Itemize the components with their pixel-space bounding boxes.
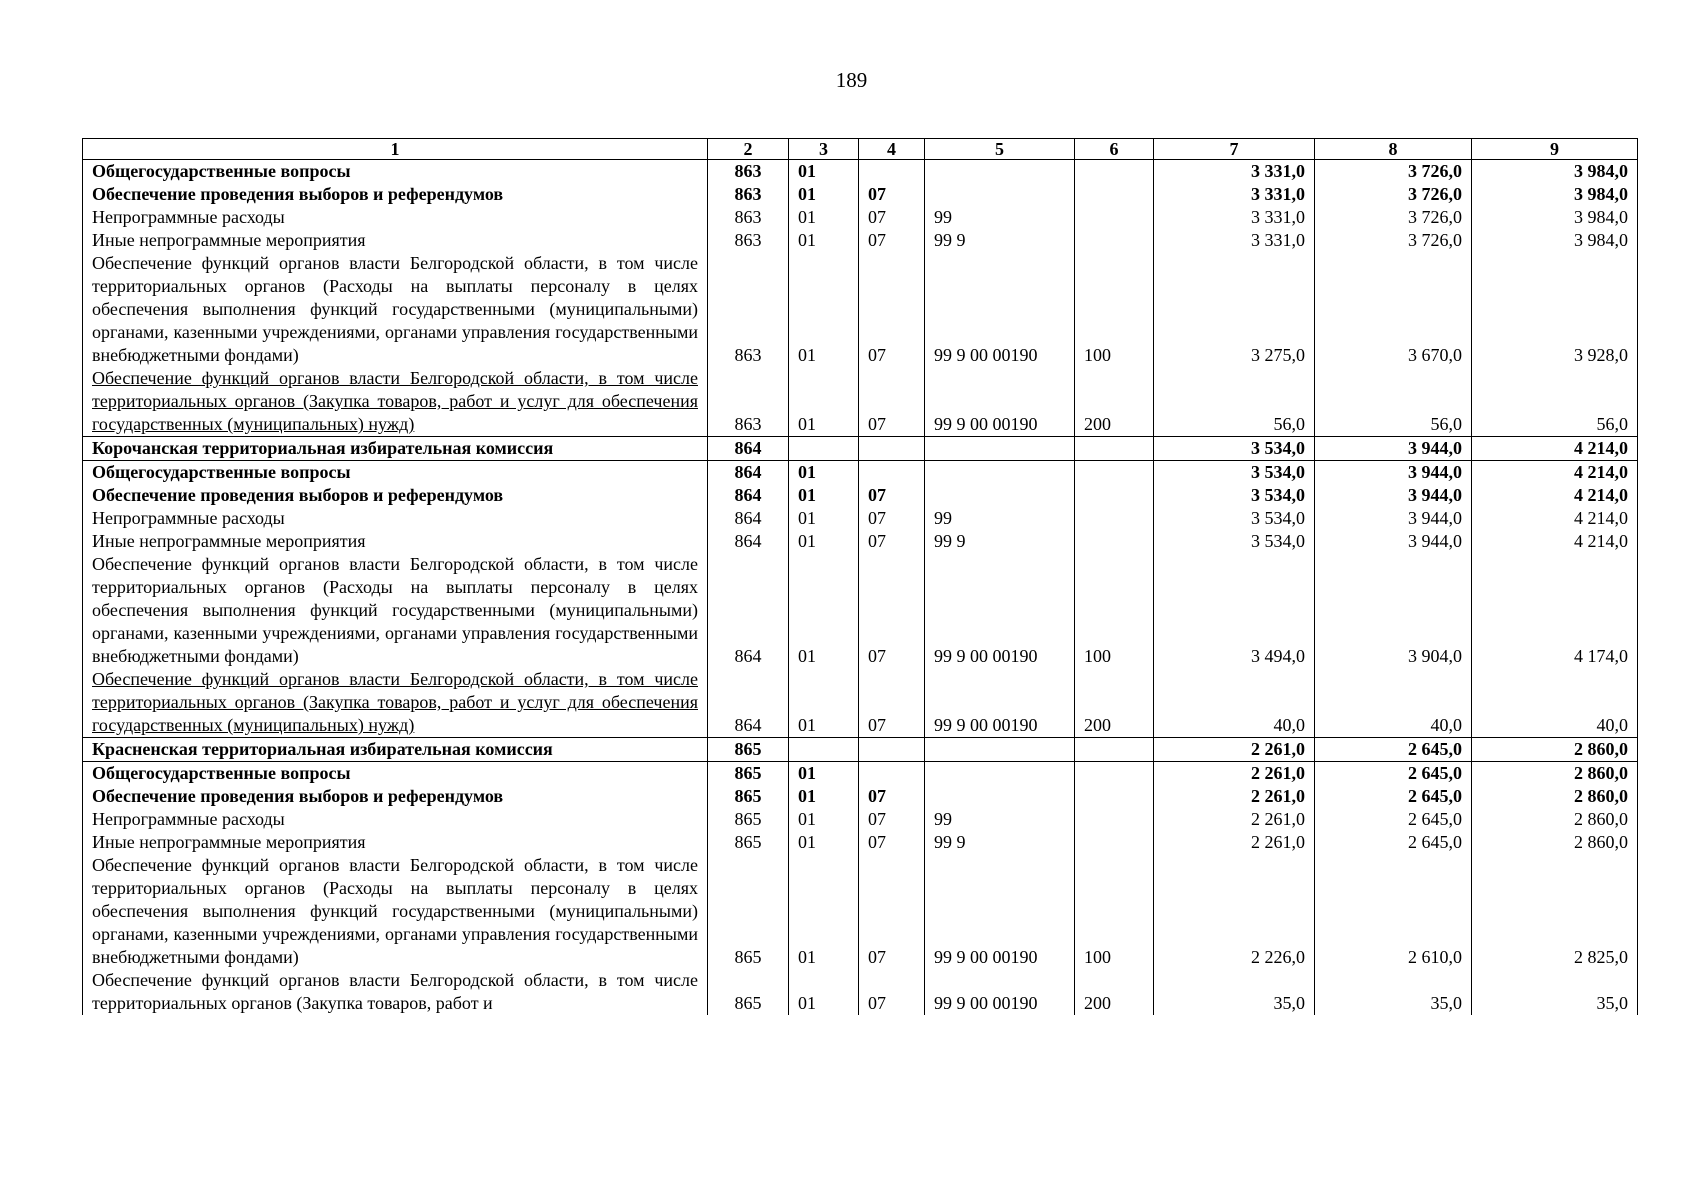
target-article-cell — [925, 785, 1075, 808]
amount-col8-cell: 2 645,0 — [1315, 831, 1472, 854]
target-article-cell — [925, 461, 1075, 485]
row-name-cell: Обеспечение функций органов власти Белгородской области, в том числе территориальных органов (Закупка товаров, работ и услуг для обеспечения государственных (муниципальных) нужд) — [83, 367, 708, 437]
amount-col9-cell: 3 928,0 — [1472, 252, 1638, 367]
target-article-cell: 99 9 00 00190 — [925, 367, 1075, 437]
table-row — [83, 831, 1638, 854]
amount-col8-cell: 3 726,0 — [1315, 160, 1472, 184]
grbs-cell: 864 — [708, 553, 789, 668]
section-code-cell — [789, 738, 859, 762]
amount-col9-cell: 2 860,0 — [1472, 831, 1638, 854]
expense-type-cell: 200 — [1075, 367, 1154, 437]
amount-col8-cell: 2 645,0 — [1315, 785, 1472, 808]
amount-col9-cell: 4 214,0 — [1472, 437, 1638, 461]
row-name-cell: Обеспечение функций органов власти Белгородской области, в том числе территориальных органов (Расходы на выплаты персоналу в целях обеспечения выполнения функций государственными (муниципальными) органами, казенными учреждениями, органами управления государственными внебюджетными фондами) — [83, 252, 708, 367]
section-code-cell: 01 — [789, 530, 859, 553]
target-article-cell: 99 9 00 00190 — [925, 668, 1075, 738]
amount-col8-cell: 3 726,0 — [1315, 229, 1472, 252]
subsection-code-cell: 07 — [859, 507, 925, 530]
row-name-cell: Обеспечение проведения выборов и референдумов — [83, 785, 708, 808]
grbs-cell: 864 — [708, 668, 789, 738]
amount-col8-cell: 35,0 — [1315, 969, 1472, 1015]
target-article-cell: 99 9 — [925, 831, 1075, 854]
amount-col9-cell: 2 825,0 — [1472, 854, 1638, 969]
grbs-cell: 865 — [708, 969, 789, 1015]
amount-col8-cell: 2 610,0 — [1315, 854, 1472, 969]
amount-col7-cell: 3 331,0 — [1154, 206, 1315, 229]
section-code-cell: 01 — [789, 160, 859, 184]
row-name-cell: Общегосударственные вопросы — [83, 160, 708, 184]
grbs-cell: 863 — [708, 252, 789, 367]
target-article-cell — [925, 437, 1075, 461]
amount-col9-cell: 4 174,0 — [1472, 553, 1638, 668]
section-code-cell: 01 — [789, 762, 859, 786]
section-code-cell: 01 — [789, 252, 859, 367]
grbs-cell: 864 — [708, 461, 789, 485]
expense-type-cell — [1075, 530, 1154, 553]
section-code-cell: 01 — [789, 229, 859, 252]
section-code-cell: 01 — [789, 854, 859, 969]
table-row — [83, 808, 1638, 831]
grbs-cell: 865 — [708, 785, 789, 808]
row-name-cell: Иные непрограммные мероприятия — [83, 530, 708, 553]
table-row — [83, 762, 1638, 786]
table-row — [83, 507, 1638, 530]
amount-col7-cell: 2 226,0 — [1154, 854, 1315, 969]
amount-col9-cell: 56,0 — [1472, 367, 1638, 437]
expense-type-cell: 100 — [1075, 854, 1154, 969]
amount-col7-cell: 3 534,0 — [1154, 437, 1315, 461]
expense-type-cell — [1075, 831, 1154, 854]
grbs-cell: 865 — [708, 738, 789, 762]
subsection-code-cell: 07 — [859, 785, 925, 808]
amount-col7-cell: 2 261,0 — [1154, 762, 1315, 786]
section-code-cell: 01 — [789, 553, 859, 668]
amount-col7-cell: 2 261,0 — [1154, 785, 1315, 808]
section-code-cell: 01 — [789, 461, 859, 485]
target-article-cell: 99 — [925, 507, 1075, 530]
table-row — [83, 367, 1638, 437]
target-article-cell: 99 — [925, 206, 1075, 229]
expense-type-cell — [1075, 484, 1154, 507]
header-cell: 9 — [1472, 139, 1638, 160]
amount-col9-cell: 3 984,0 — [1472, 229, 1638, 252]
expense-type-cell — [1075, 160, 1154, 184]
subsection-code-cell: 07 — [859, 553, 925, 668]
header-cell: 1 — [83, 139, 708, 160]
amount-col8-cell: 3 944,0 — [1315, 437, 1472, 461]
amount-col8-cell: 2 645,0 — [1315, 762, 1472, 786]
target-article-cell — [925, 738, 1075, 762]
section-code-cell: 01 — [789, 484, 859, 507]
header-cell: 6 — [1075, 139, 1154, 160]
amount-col9-cell: 40,0 — [1472, 668, 1638, 738]
amount-col7-cell: 3 534,0 — [1154, 461, 1315, 485]
section-code-cell: 01 — [789, 206, 859, 229]
row-name-cell: Обеспечение функций органов власти Белгородской области, в том числе территориальных органов (Расходы на выплаты персоналу в целях обеспечения выполнения функций государственными (муниципальными) органами, казенными учреждениями, органами управления государственными внебюджетными фондами) — [83, 854, 708, 969]
amount-col9-cell: 2 860,0 — [1472, 738, 1638, 762]
amount-col7-cell: 2 261,0 — [1154, 831, 1315, 854]
amount-col7-cell: 3 534,0 — [1154, 530, 1315, 553]
page-number: 189 — [835, 68, 868, 92]
amount-col9-cell: 3 984,0 — [1472, 206, 1638, 229]
amount-col7-cell: 3 534,0 — [1154, 484, 1315, 507]
expense-type-cell — [1075, 762, 1154, 786]
table-row — [83, 553, 1638, 668]
grbs-cell: 863 — [708, 206, 789, 229]
row-name-cell: Иные непрограммные мероприятия — [83, 229, 708, 252]
target-article-cell: 99 9 00 00190 — [925, 252, 1075, 367]
amount-col8-cell: 3 944,0 — [1315, 530, 1472, 553]
amount-col8-cell: 40,0 — [1315, 668, 1472, 738]
section-code-cell: 01 — [789, 969, 859, 1015]
commission-row — [83, 437, 1638, 461]
grbs-cell: 864 — [708, 530, 789, 553]
row-name-cell: Иные непрограммные мероприятия — [83, 831, 708, 854]
grbs-cell: 865 — [708, 854, 789, 969]
table-row — [83, 854, 1638, 969]
amount-col8-cell: 2 645,0 — [1315, 808, 1472, 831]
subsection-code-cell: 07 — [859, 367, 925, 437]
subsection-code-cell: 07 — [859, 831, 925, 854]
header-cell: 5 — [925, 139, 1075, 160]
expense-type-cell — [1075, 507, 1154, 530]
target-article-cell: 99 — [925, 808, 1075, 831]
amount-col7-cell: 3 331,0 — [1154, 160, 1315, 184]
section-code-cell: 01 — [789, 808, 859, 831]
table-row — [83, 206, 1638, 229]
header-row — [83, 139, 1638, 160]
expense-type-cell — [1075, 183, 1154, 206]
row-name-cell: Непрограммные расходы — [83, 507, 708, 530]
target-article-cell: 99 9 00 00190 — [925, 854, 1075, 969]
target-article-cell — [925, 160, 1075, 184]
row-name-cell: Общегосударственные вопросы — [83, 461, 708, 485]
subsection-code-cell: 07 — [859, 229, 925, 252]
target-article-cell: 99 9 00 00190 — [925, 553, 1075, 668]
commission-row — [83, 738, 1638, 762]
amount-col8-cell: 3 726,0 — [1315, 206, 1472, 229]
amount-col9-cell: 35,0 — [1472, 969, 1638, 1015]
subsection-code-cell: 07 — [859, 183, 925, 206]
amount-col9-cell: 2 860,0 — [1472, 808, 1638, 831]
amount-col9-cell: 2 860,0 — [1472, 785, 1638, 808]
amount-col7-cell: 35,0 — [1154, 969, 1315, 1015]
row-name-cell: Непрограммные расходы — [83, 206, 708, 229]
table-row — [83, 969, 1638, 1015]
target-article-cell — [925, 183, 1075, 206]
amount-col7-cell: 3 494,0 — [1154, 553, 1315, 668]
expense-type-cell — [1075, 461, 1154, 485]
row-name-cell: Обеспечение функций органов власти Белгородской области, в том числе территориальных органов (Закупка товаров, работ и услуг для обеспечения государственных (муниципальных) нужд) — [83, 668, 708, 738]
expense-type-cell — [1075, 437, 1154, 461]
grbs-cell: 863 — [708, 183, 789, 206]
amount-col7-cell: 56,0 — [1154, 367, 1315, 437]
subsection-code-cell: 07 — [859, 668, 925, 738]
budget-table — [82, 138, 1638, 1015]
grbs-cell: 864 — [708, 507, 789, 530]
header-cell: 7 — [1154, 139, 1315, 160]
table-row — [83, 160, 1638, 184]
subsection-code-cell: 07 — [859, 252, 925, 367]
grbs-cell: 864 — [708, 437, 789, 461]
amount-col9-cell: 4 214,0 — [1472, 507, 1638, 530]
subsection-code-cell — [859, 762, 925, 786]
table-row — [83, 530, 1638, 553]
section-code-cell: 01 — [789, 367, 859, 437]
grbs-cell: 865 — [708, 762, 789, 786]
amount-col7-cell: 3 275,0 — [1154, 252, 1315, 367]
section-code-cell: 01 — [789, 507, 859, 530]
row-name-cell: Обеспечение проведения выборов и референдумов — [83, 183, 708, 206]
row-name-cell: Корочанская территориальная избирательная комиссия — [83, 437, 708, 461]
amount-col8-cell: 56,0 — [1315, 367, 1472, 437]
grbs-cell: 863 — [708, 367, 789, 437]
header-cell: 4 — [859, 139, 925, 160]
subsection-code-cell: 07 — [859, 808, 925, 831]
subsection-code-cell: 07 — [859, 854, 925, 969]
expense-type-cell: 200 — [1075, 668, 1154, 738]
subsection-code-cell — [859, 738, 925, 762]
table-row — [83, 461, 1638, 485]
table-row — [83, 668, 1638, 738]
target-article-cell: 99 9 00 00190 — [925, 969, 1075, 1015]
grbs-cell: 864 — [708, 484, 789, 507]
row-name-cell: Общегосударственные вопросы — [83, 762, 708, 786]
row-name-cell: Красненская территориальная избирательная комиссия — [83, 738, 708, 762]
section-code-cell: 01 — [789, 831, 859, 854]
header-cell: 8 — [1315, 139, 1472, 160]
section-code-cell — [789, 437, 859, 461]
header-cell: 3 — [789, 139, 859, 160]
expense-type-cell: 100 — [1075, 553, 1154, 668]
table-row — [83, 785, 1638, 808]
amount-col9-cell: 4 214,0 — [1472, 530, 1638, 553]
grbs-cell: 863 — [708, 160, 789, 184]
target-article-cell — [925, 762, 1075, 786]
amount-col8-cell: 3 670,0 — [1315, 252, 1472, 367]
expense-type-cell: 200 — [1075, 969, 1154, 1015]
row-name-cell: Непрограммные расходы — [83, 808, 708, 831]
subsection-code-cell: 07 — [859, 530, 925, 553]
row-name-cell: Обеспечение проведения выборов и референдумов — [83, 484, 708, 507]
expense-type-cell — [1075, 808, 1154, 831]
subsection-code-cell — [859, 461, 925, 485]
section-code-cell: 01 — [789, 785, 859, 808]
amount-col7-cell: 3 331,0 — [1154, 229, 1315, 252]
subsection-code-cell: 07 — [859, 969, 925, 1015]
grbs-cell: 865 — [708, 831, 789, 854]
amount-col9-cell: 2 860,0 — [1472, 762, 1638, 786]
amount-col7-cell: 2 261,0 — [1154, 808, 1315, 831]
amount-col8-cell: 3 726,0 — [1315, 183, 1472, 206]
target-article-cell: 99 9 — [925, 229, 1075, 252]
amount-col8-cell: 3 944,0 — [1315, 484, 1472, 507]
grbs-cell: 863 — [708, 229, 789, 252]
table-row — [83, 484, 1638, 507]
amount-col7-cell: 2 261,0 — [1154, 738, 1315, 762]
expense-type-cell — [1075, 785, 1154, 808]
target-article-cell: 99 9 — [925, 530, 1075, 553]
grbs-cell: 865 — [708, 808, 789, 831]
table-row — [83, 183, 1638, 206]
amount-col9-cell: 4 214,0 — [1472, 461, 1638, 485]
amount-col8-cell: 3 904,0 — [1315, 553, 1472, 668]
table-row — [83, 252, 1638, 367]
expense-type-cell — [1075, 738, 1154, 762]
amount-col9-cell: 4 214,0 — [1472, 484, 1638, 507]
amount-col8-cell: 2 645,0 — [1315, 738, 1472, 762]
row-name-cell: Обеспечение функций органов власти Белгородской области, в том числе территориальных органов (Расходы на выплаты персоналу в целях обеспечения выполнения функций государственными (муниципальными) органами, казенными учреждениями, органами управления государственными внебюджетными фондами) — [83, 553, 708, 668]
expense-type-cell — [1075, 206, 1154, 229]
header-cell: 2 — [708, 139, 789, 160]
amount-col7-cell: 3 331,0 — [1154, 183, 1315, 206]
section-code-cell: 01 — [789, 183, 859, 206]
amount-col8-cell: 3 944,0 — [1315, 461, 1472, 485]
section-code-cell: 01 — [789, 668, 859, 738]
amount-col8-cell: 3 944,0 — [1315, 507, 1472, 530]
amount-col9-cell: 3 984,0 — [1472, 160, 1638, 184]
amount-col7-cell: 40,0 — [1154, 668, 1315, 738]
target-article-cell — [925, 484, 1075, 507]
expense-type-cell — [1075, 229, 1154, 252]
expense-type-cell: 100 — [1075, 252, 1154, 367]
amount-col7-cell: 3 534,0 — [1154, 507, 1315, 530]
amount-col9-cell: 3 984,0 — [1472, 183, 1638, 206]
subsection-code-cell — [859, 437, 925, 461]
subsection-code-cell: 07 — [859, 484, 925, 507]
subsection-code-cell: 07 — [859, 206, 925, 229]
subsection-code-cell — [859, 160, 925, 184]
row-name-cell: Обеспечение функций органов власти Белгородской области, в том числе территориальных органов (Закупка товаров, работ и — [83, 969, 708, 1015]
table-row — [83, 229, 1638, 252]
